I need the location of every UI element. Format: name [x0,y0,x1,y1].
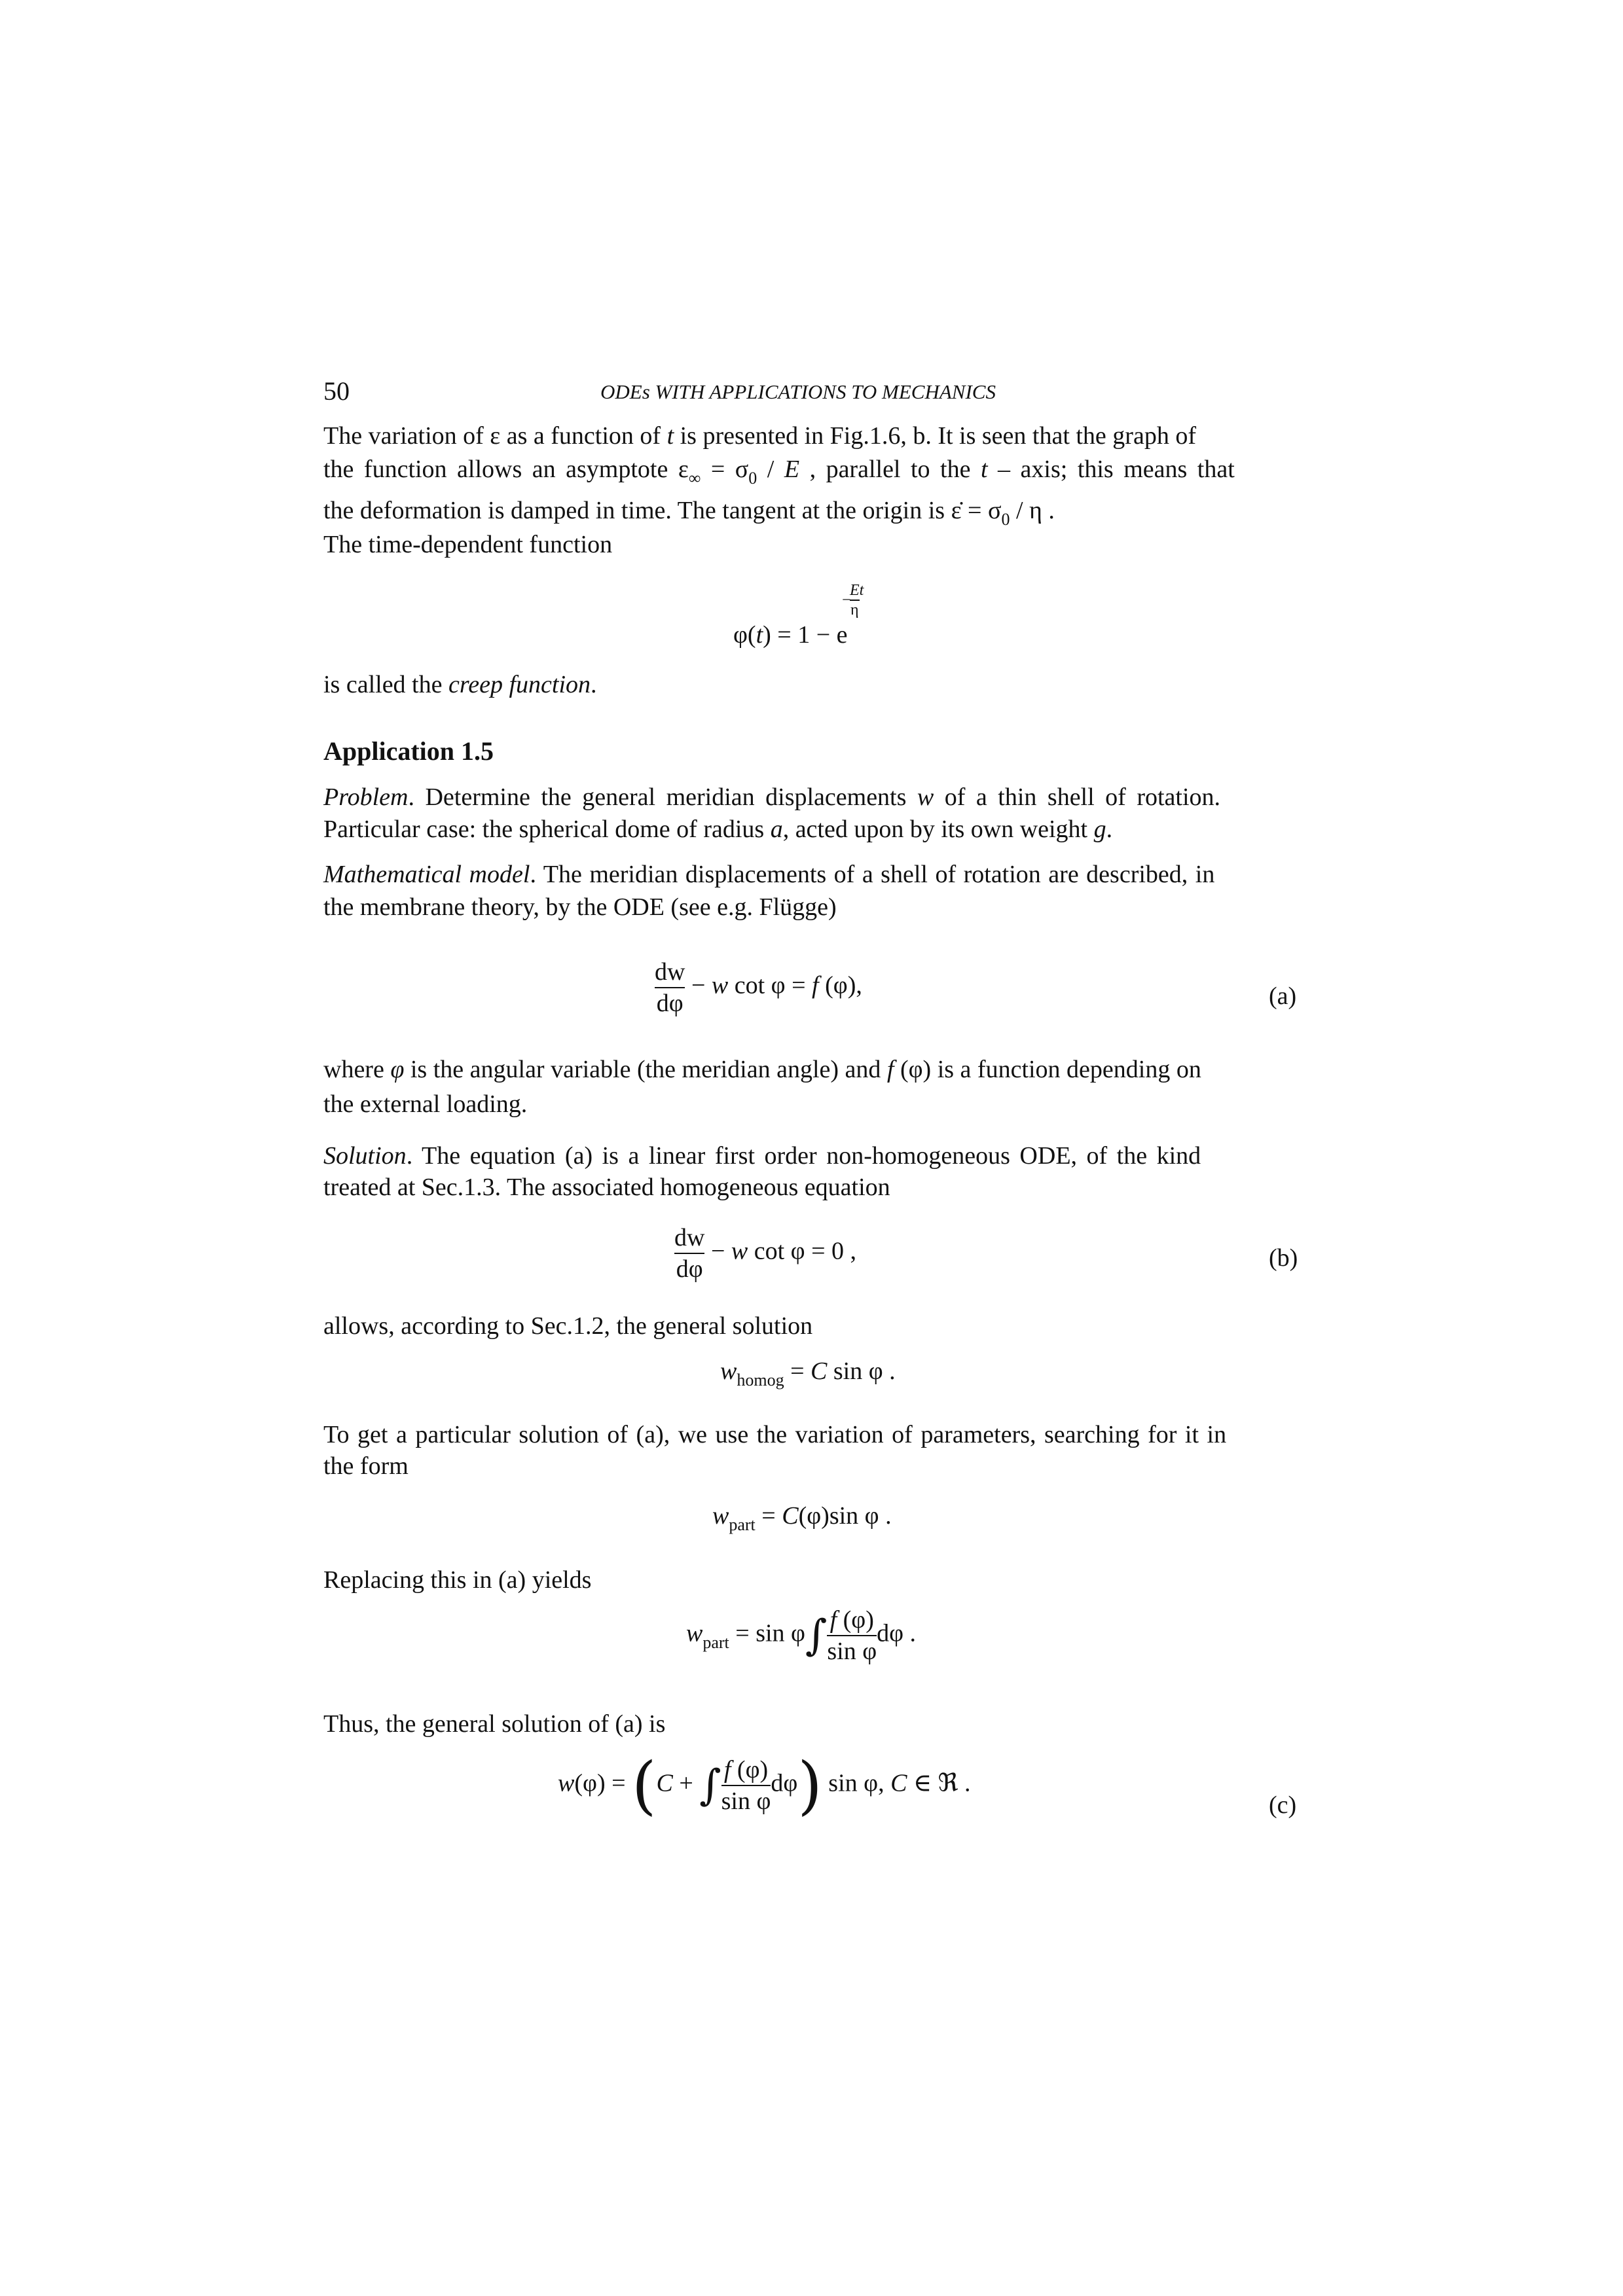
var-w: w [686,1619,703,1647]
intro-line-2 [323,454,1235,488]
math-op: = sin φ [729,1619,805,1647]
text-span: , parallel to the [799,456,981,483]
intro-line-1 [323,420,1196,452]
math-op: (φ) = [574,1769,632,1797]
math-op: (φ), [818,971,862,999]
text-span: – axis; this means that [987,456,1235,483]
fraction-f-over-sin [721,1755,771,1816]
fraction-dw-dphi [655,957,685,1018]
left-paren: ( [632,1749,657,1822]
problem-line-1 [323,781,1220,813]
exp-t: t [859,581,864,599]
problem-label: Problem [323,783,409,811]
solution-label: Solution [323,1142,407,1170]
var-w: w [558,1769,575,1797]
math-eta: / η . [1010,497,1055,524]
fraction-f-over-sin [827,1605,877,1666]
equation-part-2 [686,1605,916,1666]
running-title: ODEs WITH APPLICATIONS TO MECHANICS [600,380,996,403]
equation-a [655,957,862,1018]
model-line-2: the membrane theory, by the ODE (see e.g. Flügge) [323,893,837,921]
var-t: t [666,422,674,450]
math-op: + [672,1769,700,1797]
frac-num-text: dw [655,958,685,986]
equation-c [558,1749,971,1822]
intro-line-3 [323,495,1055,529]
text-span: is presented in Fig.1.6, b. It is seen that the graph of [674,422,1196,450]
frac-den: dφ [676,1255,703,1283]
frac-den: sin φ [721,1787,771,1815]
math-op: dφ [771,1769,798,1797]
intro-line-4: The time-dependent function [323,531,613,558]
text-span: of a thin shell of rotation. [934,783,1221,811]
equation-tag-a: (a) [1269,982,1297,1010]
exponent-fraction [850,581,860,619]
text-span: . The equation (a) is a linear first order non-homogeneous ODE, of the kind [406,1142,1201,1170]
var-phi: φ [390,1056,405,1083]
creep-text [323,669,597,700]
text-span: the deformation is damped in time. The tangent at the origin is [323,497,951,524]
var-C: C [811,1357,828,1385]
text-span: , acted upon by its own weight [782,816,1094,843]
exp-den: η [850,601,859,619]
equation-part-1 [712,1501,892,1534]
text-span: Particular case: the spherical dome of radius [323,816,771,843]
model-label: Mathematical model [323,861,530,888]
text-span: is called the [323,671,448,698]
math-epsilon-dot: ε̇ = σ [951,497,1002,524]
text-span: the function allows an asymptote [323,456,678,483]
frac-num [721,1755,771,1785]
where-line-2: the external loading. [323,1090,528,1118]
thus-text: Thus, the general solution of (a) is [323,1710,666,1738]
math-op: ∈ ℜ . [907,1769,971,1797]
var-w: w [917,783,934,811]
frac-den: dφ [656,990,684,1017]
frac-den: sin φ [827,1638,877,1665]
math-op: sin φ, [822,1769,891,1797]
problem-line-2 [323,814,1112,845]
var-w: w [712,1502,729,1530]
fraction-dw-dphi [674,1223,704,1284]
text-span: . [591,671,597,698]
equation-tag-c: (c) [1269,1791,1297,1819]
math-sigma: = σ [701,456,749,483]
math-op: cot φ = 0 , [748,1237,857,1265]
frac-num [655,957,685,987]
math-sub: part [729,1515,756,1534]
replacing-text: Replacing this in (a) yields [323,1566,592,1594]
math-op: = [784,1357,811,1385]
text-span: . The meridian displacements of a shell of rotation are described, in [530,861,1215,888]
frac-num: dw [674,1224,705,1251]
exp-minus: − [842,592,851,609]
math-sub: 0 [1001,510,1010,529]
creep-equation [733,620,848,649]
text-span: where [323,1056,391,1083]
integral-sign: ∫ [805,1611,828,1660]
right-paren: ) [797,1749,822,1822]
var-t: t [756,621,763,649]
text-span: The variation of ε as a function of [323,422,667,450]
application-heading: Application 1.5 [323,736,494,766]
term-creep-function: creep function [448,671,591,698]
equation-b [674,1223,856,1284]
solution-line-2: treated at Sec.1.3. The associated homogeneous equation [323,1174,890,1201]
math-phi: φ( [733,621,756,649]
math-rhs: ) = 1 − e [763,621,848,649]
text-span: is the angular variable (the meridian angle) and [404,1056,887,1083]
math-op: − [685,971,712,999]
page-number: 50 [323,376,350,406]
math-sub: part [702,1632,729,1652]
allows-text: allows, according to Sec.1.2, the general solution [323,1312,813,1340]
var-C: C [890,1769,907,1797]
math-epsilon: ε [678,456,689,483]
math-op: (φ) [837,1606,874,1634]
particular-line-1: To get a particular solution of (a), we use the variation of parameters, searching for it in [323,1421,1227,1448]
var-f: f [812,971,819,999]
math-op: sin φ . [827,1357,896,1385]
creep-exponent [850,581,864,619]
frac-num [827,1605,877,1635]
math-sub: homog [737,1371,784,1390]
var-C: C [782,1502,799,1530]
particular-line-2: the form [323,1452,409,1480]
math-sub: ∞ [688,469,701,488]
var-w: w [731,1237,748,1265]
math-sub: 0 [748,469,757,488]
text-span: (φ) is a function depending on [894,1056,1201,1083]
var-C: C [656,1769,673,1797]
var-f: f [723,1756,731,1784]
model-line-1 [323,859,1214,890]
text-span: . Determine the general meridian displacements [408,783,917,811]
math-op: − [704,1237,731,1265]
math-op: (φ)sin φ . [798,1502,892,1530]
where-line-1 [323,1054,1201,1085]
solution-line-1 [323,1140,1201,1172]
equation-tag-b: (b) [1269,1244,1298,1272]
math-op: = [755,1502,782,1530]
math-op: cot φ = [728,971,812,999]
var-f: f [830,1606,837,1634]
var-f: f [886,1056,894,1083]
var-w: w [720,1357,737,1385]
var-w: w [711,971,729,999]
math-op: / [757,456,784,483]
var-t: t [980,456,988,483]
var-g: g [1093,816,1106,843]
exp-num: E [850,582,860,599]
var-E: E [784,456,800,483]
math-op: dφ . [877,1619,917,1647]
equation-homog [720,1357,896,1390]
math-op: (φ) [731,1756,769,1784]
integral-sign: ∫ [699,1761,721,1810]
text-span: . [1106,816,1113,843]
var-a: a [770,816,783,843]
